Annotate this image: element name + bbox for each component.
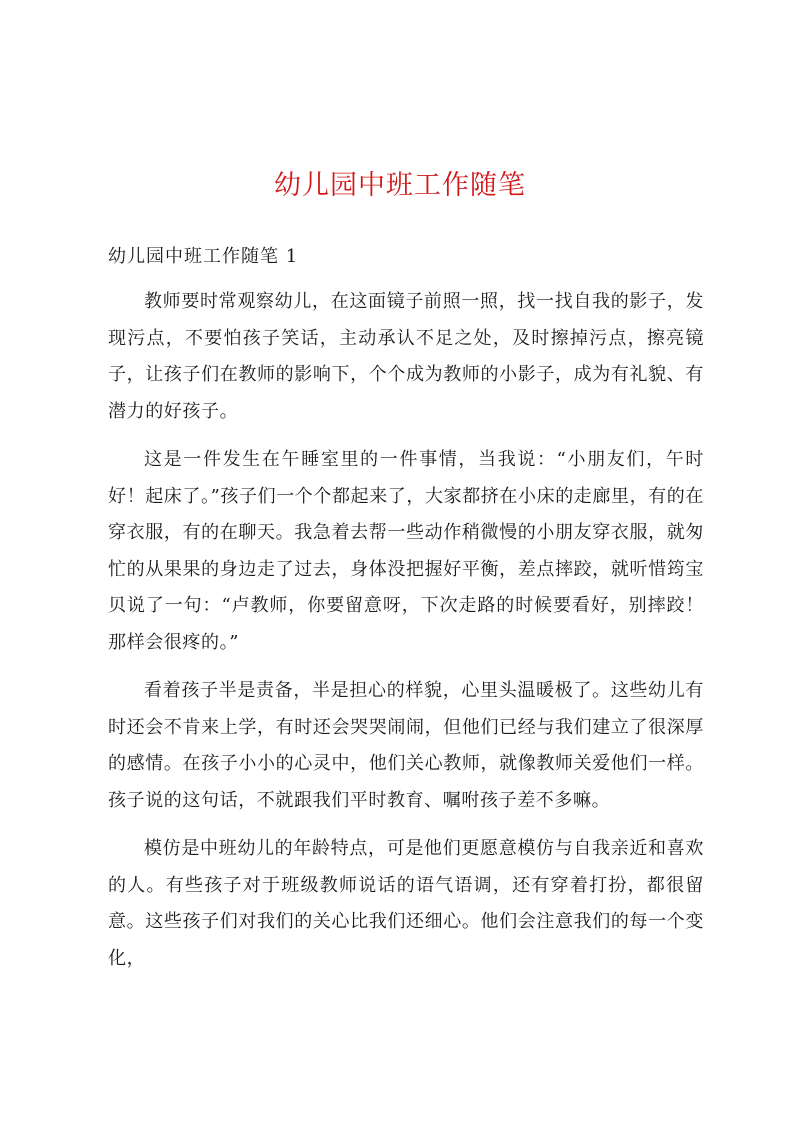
paragraph: 这是一件发生在午睡室里的一件事情，当我说：“小朋友们，午时好！起床了。”孩子们一个个都起来了，大家都挤在小床的走廊里，有的在穿衣服，有的在聊天。我急着去帮一些动作稍微慢的小朋友穿衣服，就匆忙的从果果的身边走了过去，身体没把握好平衡，差点摔跤，就听惜筠宝贝说了一句：“卢教师，你要留意呀，下次走路的时候要看好，别摔跤！那样会很疼的。” (108, 449, 704, 653)
paragraph: 模仿是中班幼儿的年龄特点，可是他们更愿意模仿与自我亲近和喜欢的人。有些孩子对于班级教师说话的语气语调，还有穿着打扮，都很留意。这些孩子们对我们的关心比我们还细心。他们会注意我们的每一个变化， (108, 838, 704, 969)
document-title: 幼儿园中班工作随笔 (274, 170, 526, 201)
paragraph: 看着孩子半是责备，半是担心的样貌，心里头温暖极了。这些幼儿有时还会不肯来上学，有时还会哭哭闹闹，但他们已经与我们建立了很深厚的感情。在孩子小小的心灵中，他们关心教师，就像教师关爱他们一样。孩子说的这句话，不就跟我们平时教育、嘱咐孩子差不多嘛。 (108, 680, 704, 811)
section-heading: 幼儿园中班工作随笔 1 (108, 246, 299, 267)
document-body (108, 284, 704, 989)
paragraph: 教师要时常观察幼儿，在这面镜子前照一照，找一找自我的影子，发现污点，不要怕孩子笑话，主动承认不足之处，及时擦掉污点，擦亮镜子，让孩子们在教师的影响下，个个成为教师的小影子，成为有礼貌、有潜力的好孩子。 (108, 291, 704, 422)
